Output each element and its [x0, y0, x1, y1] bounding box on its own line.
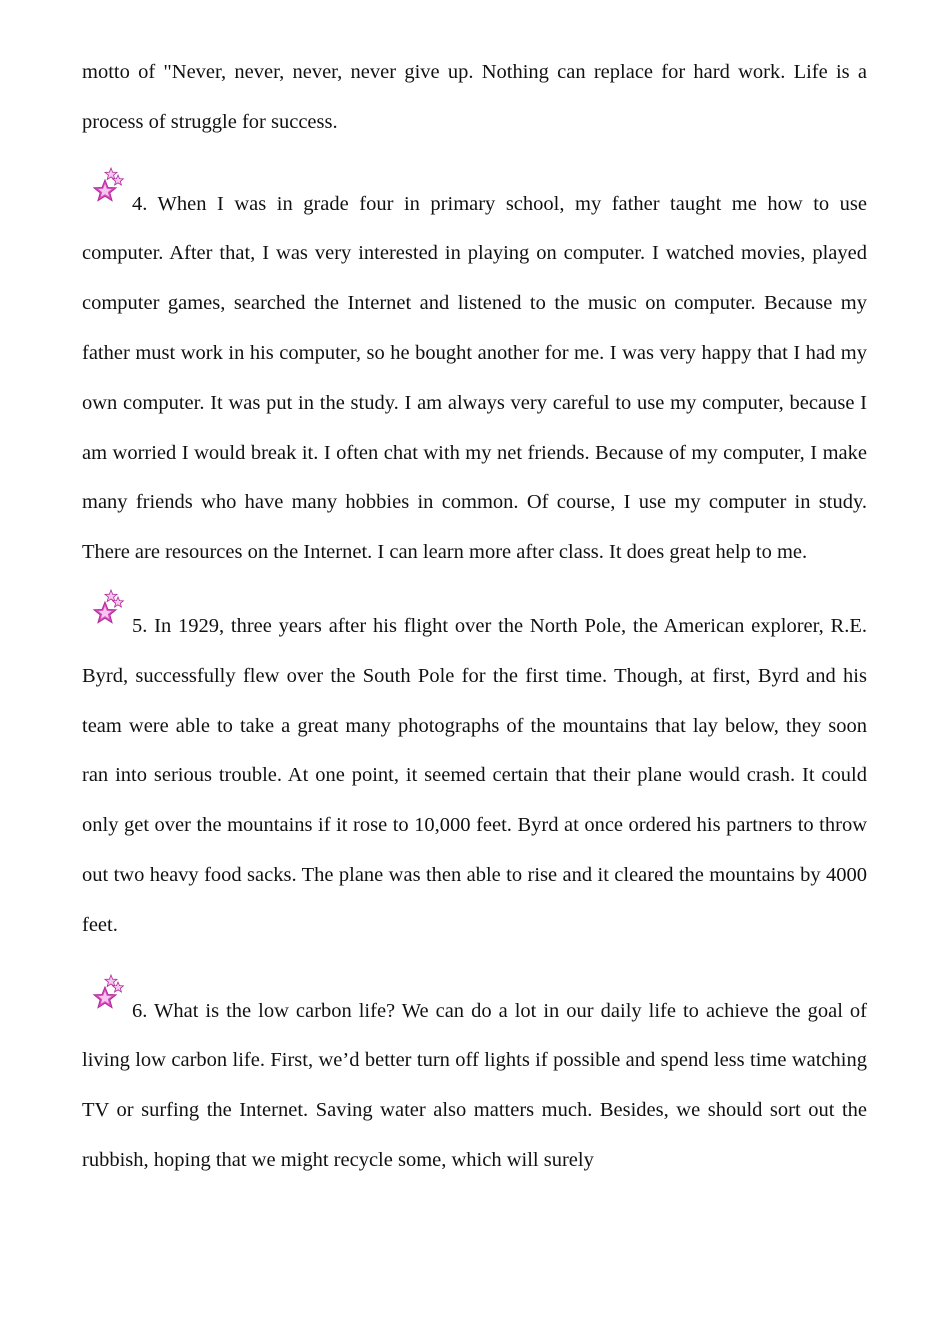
paragraph-text: 5. In 1929, three years after his flight over the North Pole, the American explorer, R.E. Byrd, successfully flew over the South Pole for the first time. Though, at first, Byrd and his team were able to take a great many photographs of the mountains that lay below, they soon ran into serious trouble. At one point, it seemed certain that their plane would crash. It could only get over the mountains if it rose to 10,000 feet. Byrd at once ordered his partners to throw out two heavy food sacks. The plane was then able to rise and it cleared the mountains by 4000 feet.	[82, 614, 867, 936]
paragraph-text: motto of "Never, never, never, never give up. Nothing can replace for hard work. Life is a process of struggle for success.	[82, 61, 867, 133]
document-page	[82, 48, 867, 1186]
star-icon	[88, 973, 126, 1019]
star-icon	[88, 588, 126, 634]
paragraph-6	[82, 973, 867, 1186]
star-icon	[88, 166, 126, 212]
paragraph-text: 6. What is the low carbon life? We can do a lot in our daily life to achieve the goal of living low carbon life. First, we’d better turn off lights if possible and spend less time watching TV or surfing the Internet. Saving water also matters much. Besides, we should sort out the rubbish, hoping that we might recycle some, which will surely	[82, 999, 867, 1171]
paragraph-3-continuation	[82, 48, 867, 148]
paragraph-4	[82, 166, 867, 578]
paragraph-5	[82, 588, 867, 951]
paragraph-text: 4. When I was in grade four in primary school, my father taught me how to use computer. After that, I was very interested in playing on computer. I watched movies, played computer games, searched the Internet and listened to the music on computer. Because my father must work in his computer, so he bought another for me. I was very happy that I had my own computer. It was put in the study. I am always very careful to use my computer, because I am worried I would break it. I often chat with my net friends. Because of my computer, I make many friends who have many hobbies in common. Of course, I use my computer in study. There are resources on the Internet. I can learn more after class. It does great help to me.	[82, 192, 867, 564]
